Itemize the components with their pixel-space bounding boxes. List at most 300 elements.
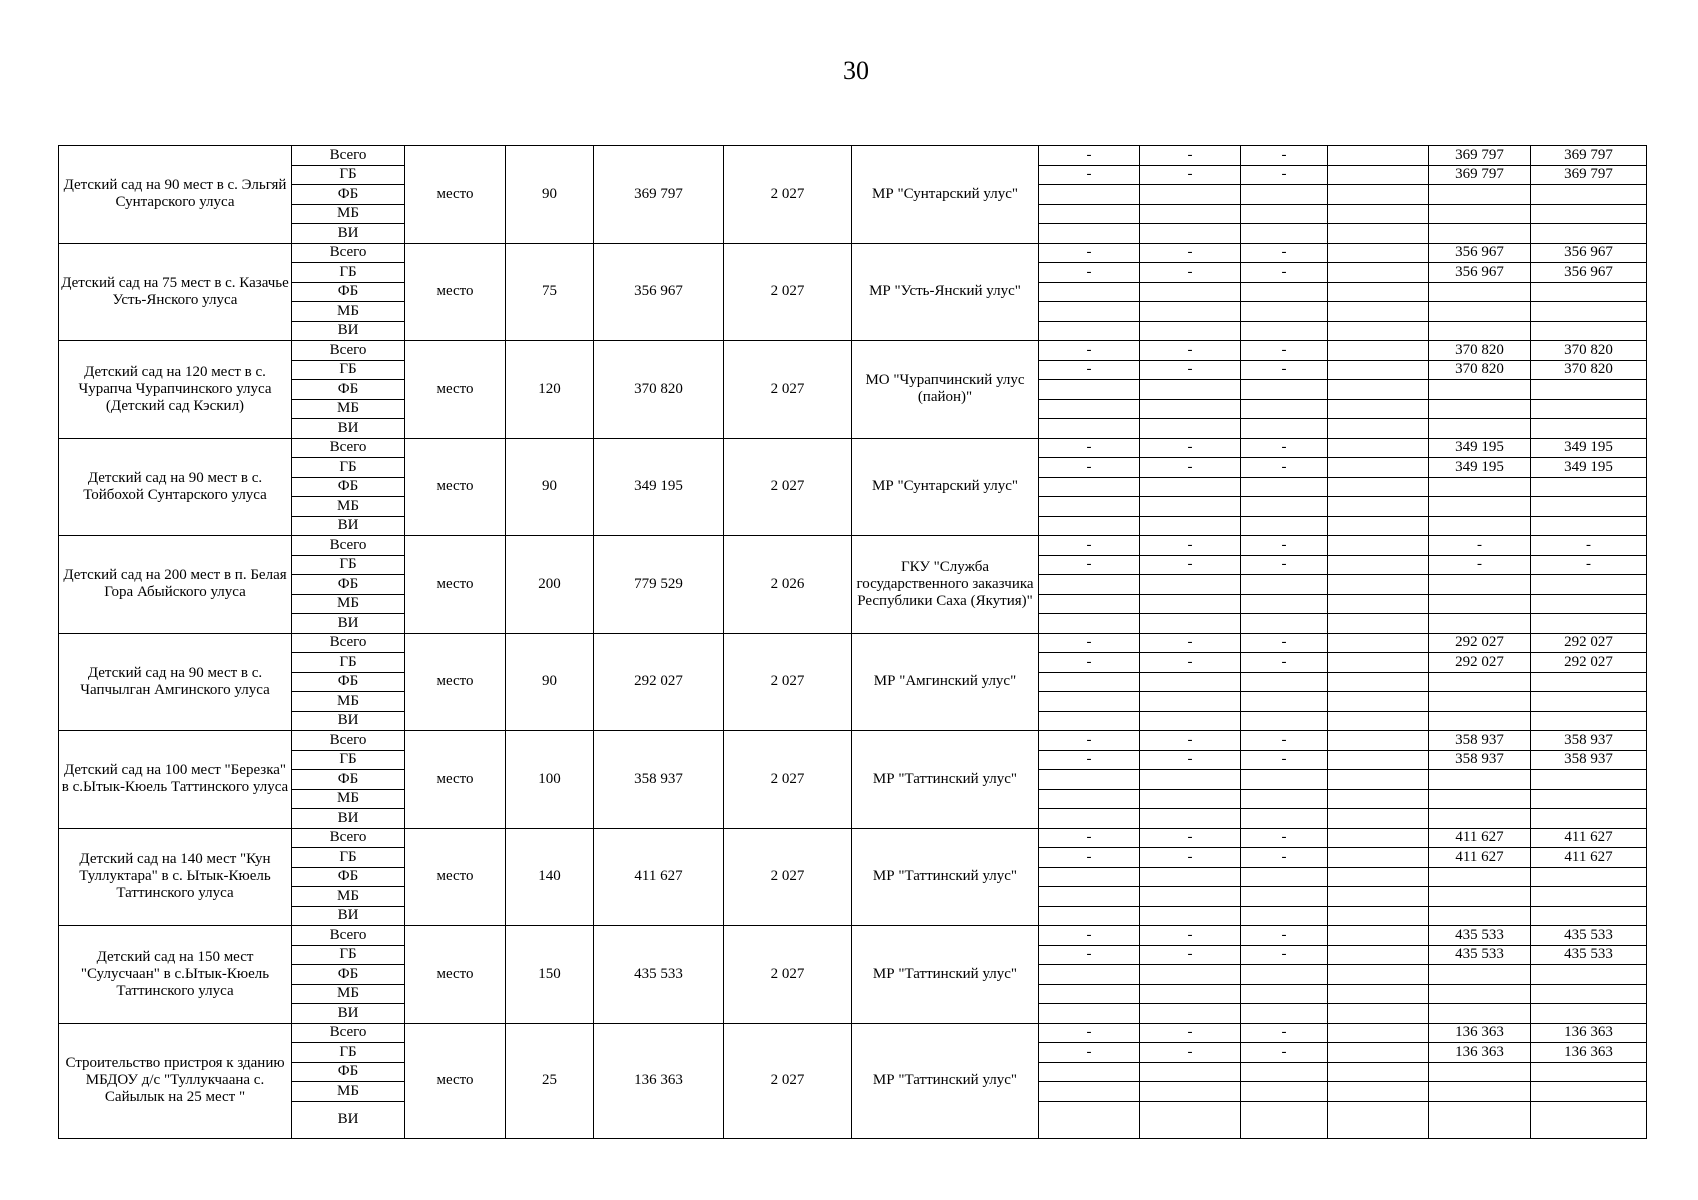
amount-cell: - bbox=[1140, 165, 1241, 185]
customer-cell: МР "Сунтарский улус" bbox=[852, 146, 1039, 244]
amount-cell bbox=[1531, 789, 1647, 809]
amount-cell bbox=[1429, 282, 1531, 302]
amount-cell: 435 533 bbox=[1531, 926, 1647, 946]
amount-cell: - bbox=[1241, 263, 1328, 283]
amount-cell: 136 363 bbox=[1429, 1023, 1531, 1043]
amount-cell: - bbox=[1140, 263, 1241, 283]
amount-cell: - bbox=[1140, 828, 1241, 848]
cost-cell: 349 195 bbox=[594, 438, 724, 536]
fund-source-cell: ВИ bbox=[292, 516, 405, 536]
amount-cell bbox=[1328, 204, 1429, 224]
amount-cell bbox=[1328, 614, 1429, 634]
amount-cell bbox=[1429, 321, 1531, 341]
amount-cell: - bbox=[1140, 633, 1241, 653]
amount-cell: - bbox=[1039, 165, 1140, 185]
amount-cell bbox=[1328, 1023, 1429, 1043]
unit-cell: место bbox=[405, 633, 506, 731]
amount-cell: - bbox=[1039, 360, 1140, 380]
amount-cell bbox=[1140, 770, 1241, 790]
amount-cell: 356 967 bbox=[1429, 263, 1531, 283]
fund-source-cell: ФБ bbox=[292, 282, 405, 302]
amount-cell: 370 820 bbox=[1531, 341, 1647, 361]
amount-cell bbox=[1328, 438, 1429, 458]
amount-cell bbox=[1241, 789, 1328, 809]
amount-cell bbox=[1039, 380, 1140, 400]
amount-cell bbox=[1531, 809, 1647, 829]
amount-cell bbox=[1140, 185, 1241, 205]
fund-source-cell: ГБ bbox=[292, 555, 405, 575]
customer-cell: МР "Таттинский улус" bbox=[852, 731, 1039, 829]
fund-source-cell: МБ bbox=[292, 789, 405, 809]
amount-cell bbox=[1429, 965, 1531, 985]
amount-cell: - bbox=[1241, 1023, 1328, 1043]
amount-cell bbox=[1328, 828, 1429, 848]
amount-cell bbox=[1328, 906, 1429, 926]
fund-source-cell: ФБ bbox=[292, 380, 405, 400]
amount-cell bbox=[1039, 321, 1140, 341]
amount-cell bbox=[1039, 302, 1140, 322]
capacity-cell: 120 bbox=[506, 341, 594, 439]
amount-cell bbox=[1241, 594, 1328, 614]
amount-cell: 292 027 bbox=[1429, 653, 1531, 673]
object-name-cell: Детский сад на 90 мест в с. Эльгяй Сунтарского улуса bbox=[59, 146, 292, 244]
amount-cell bbox=[1039, 1062, 1140, 1082]
amount-cell bbox=[1328, 770, 1429, 790]
amount-cell bbox=[1039, 594, 1140, 614]
amount-cell bbox=[1328, 750, 1429, 770]
capacity-cell: 25 bbox=[506, 1023, 594, 1138]
fund-source-cell: ГБ bbox=[292, 1043, 405, 1063]
amount-cell: - bbox=[1241, 926, 1328, 946]
customer-cell: МР "Таттинский улус" bbox=[852, 828, 1039, 926]
fund-source-cell: ВИ bbox=[292, 614, 405, 634]
amount-cell: 369 797 bbox=[1531, 146, 1647, 166]
fund-source-cell: ВИ bbox=[292, 224, 405, 244]
amount-cell bbox=[1328, 536, 1429, 556]
amount-cell bbox=[1241, 906, 1328, 926]
amount-cell bbox=[1531, 380, 1647, 400]
cost-cell: 369 797 bbox=[594, 146, 724, 244]
amount-cell bbox=[1241, 1082, 1328, 1102]
amount-cell bbox=[1328, 477, 1429, 497]
amount-cell: - bbox=[1039, 555, 1140, 575]
year-cell: 2 027 bbox=[724, 633, 852, 731]
amount-cell bbox=[1328, 731, 1429, 751]
amount-cell bbox=[1328, 594, 1429, 614]
amount-cell bbox=[1429, 575, 1531, 595]
year-cell: 2 027 bbox=[724, 146, 852, 244]
object-name-cell: Детский сад на 140 мест "Кун Туллуктара" в с. Ытык-Кюель Таттинского улуса bbox=[59, 828, 292, 926]
amount-cell: - bbox=[1140, 926, 1241, 946]
year-cell: 2 027 bbox=[724, 243, 852, 341]
amount-cell: - bbox=[1140, 536, 1241, 556]
amount-cell bbox=[1531, 204, 1647, 224]
fund-source-cell: Всего bbox=[292, 731, 405, 751]
amount-cell bbox=[1328, 926, 1429, 946]
fund-source-cell: ФБ bbox=[292, 575, 405, 595]
unit-cell: место bbox=[405, 926, 506, 1024]
amount-cell: - bbox=[1241, 243, 1328, 263]
amount-cell: 369 797 bbox=[1429, 146, 1531, 166]
amount-cell: 136 363 bbox=[1531, 1043, 1647, 1063]
amount-cell bbox=[1241, 1062, 1328, 1082]
fund-source-cell: МБ bbox=[292, 984, 405, 1004]
amount-cell bbox=[1140, 887, 1241, 907]
amount-cell bbox=[1241, 614, 1328, 634]
amount-cell bbox=[1241, 575, 1328, 595]
amount-cell: 358 937 bbox=[1429, 731, 1531, 751]
amount-cell bbox=[1328, 185, 1429, 205]
amount-cell bbox=[1039, 770, 1140, 790]
amount-cell bbox=[1039, 789, 1140, 809]
fund-source-cell: ВИ bbox=[292, 711, 405, 731]
fund-source-cell: МБ bbox=[292, 302, 405, 322]
amount-cell bbox=[1429, 477, 1531, 497]
amount-cell bbox=[1241, 497, 1328, 517]
amount-cell bbox=[1241, 984, 1328, 1004]
unit-cell: место bbox=[405, 341, 506, 439]
amount-cell bbox=[1328, 1043, 1429, 1063]
amount-cell bbox=[1140, 224, 1241, 244]
amount-cell: 370 820 bbox=[1531, 360, 1647, 380]
amount-cell bbox=[1039, 477, 1140, 497]
amount-cell: 349 195 bbox=[1429, 458, 1531, 478]
amount-cell bbox=[1429, 809, 1531, 829]
amount-cell bbox=[1531, 224, 1647, 244]
fund-source-cell: ФБ bbox=[292, 477, 405, 497]
year-cell: 2 027 bbox=[724, 1023, 852, 1138]
amount-cell bbox=[1531, 1101, 1647, 1138]
amount-cell bbox=[1328, 887, 1429, 907]
amount-cell: 136 363 bbox=[1429, 1043, 1531, 1063]
amount-cell bbox=[1328, 633, 1429, 653]
amount-cell: - bbox=[1241, 945, 1328, 965]
amount-cell bbox=[1241, 809, 1328, 829]
amount-cell bbox=[1429, 204, 1531, 224]
amount-cell bbox=[1039, 711, 1140, 731]
amount-cell bbox=[1328, 1101, 1429, 1138]
capacity-cell: 90 bbox=[506, 438, 594, 536]
amount-cell: - bbox=[1140, 458, 1241, 478]
table-row bbox=[59, 926, 1647, 946]
object-name-cell: Детский сад на 100 мест "Березка" в с.Ытык-Кюель Таттинского улуса bbox=[59, 731, 292, 829]
amount-cell bbox=[1241, 419, 1328, 439]
amount-cell: - bbox=[1140, 243, 1241, 263]
fund-source-cell: Всего bbox=[292, 243, 405, 263]
fund-source-cell: МБ bbox=[292, 594, 405, 614]
amount-cell bbox=[1039, 965, 1140, 985]
amount-cell: 358 937 bbox=[1531, 731, 1647, 751]
amount-cell: 358 937 bbox=[1531, 750, 1647, 770]
amount-cell: - bbox=[1241, 828, 1328, 848]
amount-cell bbox=[1328, 1004, 1429, 1024]
capacity-cell: 75 bbox=[506, 243, 594, 341]
amount-cell bbox=[1140, 867, 1241, 887]
amount-cell bbox=[1039, 204, 1140, 224]
cost-cell: 779 529 bbox=[594, 536, 724, 634]
page-number: 30 bbox=[843, 56, 869, 85]
amount-cell bbox=[1241, 380, 1328, 400]
amount-cell bbox=[1429, 1062, 1531, 1082]
amount-cell bbox=[1241, 887, 1328, 907]
amount-cell: - bbox=[1429, 536, 1531, 556]
fund-source-cell: ФБ bbox=[292, 185, 405, 205]
fund-source-cell: МБ bbox=[292, 692, 405, 712]
amount-cell bbox=[1039, 809, 1140, 829]
amount-cell: - bbox=[1039, 848, 1140, 868]
amount-cell: - bbox=[1039, 263, 1140, 283]
amount-cell bbox=[1531, 282, 1647, 302]
fund-source-cell: МБ bbox=[292, 204, 405, 224]
table-row bbox=[59, 146, 1647, 166]
fund-source-cell: ГБ bbox=[292, 945, 405, 965]
amount-cell: - bbox=[1241, 653, 1328, 673]
capacity-cell: 100 bbox=[506, 731, 594, 829]
amount-cell bbox=[1429, 380, 1531, 400]
amount-cell: 411 627 bbox=[1531, 828, 1647, 848]
amount-cell bbox=[1140, 711, 1241, 731]
amount-cell: 349 195 bbox=[1531, 458, 1647, 478]
table-row bbox=[59, 438, 1647, 458]
capacity-cell: 90 bbox=[506, 146, 594, 244]
amount-cell bbox=[1328, 692, 1429, 712]
customer-cell: МР "Сунтарский улус" bbox=[852, 438, 1039, 536]
table-row bbox=[59, 341, 1647, 361]
customer-cell: МР "Таттинский улус" bbox=[852, 1023, 1039, 1138]
amount-cell bbox=[1328, 867, 1429, 887]
amount-cell: - bbox=[1241, 536, 1328, 556]
amount-cell bbox=[1039, 497, 1140, 517]
amount-cell bbox=[1140, 575, 1241, 595]
unit-cell: место bbox=[405, 828, 506, 926]
amount-cell bbox=[1328, 165, 1429, 185]
amount-cell bbox=[1328, 380, 1429, 400]
amount-cell bbox=[1328, 809, 1429, 829]
amount-cell bbox=[1429, 984, 1531, 1004]
amount-cell bbox=[1531, 185, 1647, 205]
amount-cell bbox=[1140, 399, 1241, 419]
year-cell: 2 026 bbox=[724, 536, 852, 634]
fund-source-cell: Всего bbox=[292, 1023, 405, 1043]
unit-cell: место bbox=[405, 731, 506, 829]
amount-cell bbox=[1241, 965, 1328, 985]
fund-source-cell: ГБ bbox=[292, 750, 405, 770]
cost-cell: 356 967 bbox=[594, 243, 724, 341]
amount-cell: 292 027 bbox=[1531, 653, 1647, 673]
fund-source-cell: ФБ bbox=[292, 672, 405, 692]
customer-cell: МР "Амгинский улус" bbox=[852, 633, 1039, 731]
amount-cell bbox=[1429, 224, 1531, 244]
amount-cell bbox=[1140, 204, 1241, 224]
amount-cell bbox=[1328, 302, 1429, 322]
amount-cell bbox=[1039, 1004, 1140, 1024]
amount-cell: - bbox=[1140, 1023, 1241, 1043]
table-row bbox=[59, 536, 1647, 556]
amount-cell bbox=[1429, 185, 1531, 205]
amount-cell bbox=[1328, 419, 1429, 439]
fund-source-cell: ВИ bbox=[292, 1004, 405, 1024]
amount-cell bbox=[1531, 984, 1647, 1004]
amount-cell bbox=[1140, 497, 1241, 517]
amount-cell bbox=[1531, 887, 1647, 907]
amount-cell: - bbox=[1039, 828, 1140, 848]
fund-source-cell: ФБ bbox=[292, 770, 405, 790]
fund-source-cell: ФБ bbox=[292, 867, 405, 887]
year-cell: 2 027 bbox=[724, 341, 852, 439]
fund-source-cell: МБ bbox=[292, 1082, 405, 1102]
amount-cell bbox=[1531, 419, 1647, 439]
amount-cell bbox=[1429, 614, 1531, 634]
amount-cell bbox=[1531, 575, 1647, 595]
amount-cell bbox=[1039, 614, 1140, 634]
amount-cell bbox=[1241, 711, 1328, 731]
fund-source-cell: Всего bbox=[292, 926, 405, 946]
amount-cell bbox=[1140, 321, 1241, 341]
amount-cell bbox=[1328, 789, 1429, 809]
amount-cell bbox=[1039, 399, 1140, 419]
fund-source-cell: ФБ bbox=[292, 965, 405, 985]
amount-cell bbox=[1429, 867, 1531, 887]
amount-cell bbox=[1241, 204, 1328, 224]
fund-source-cell: Всего bbox=[292, 536, 405, 556]
amount-cell: - bbox=[1039, 243, 1140, 263]
amount-cell: 292 027 bbox=[1531, 633, 1647, 653]
fund-source-cell: ГБ bbox=[292, 458, 405, 478]
unit-cell: место bbox=[405, 1023, 506, 1138]
amount-cell: 411 627 bbox=[1531, 848, 1647, 868]
amount-cell bbox=[1140, 477, 1241, 497]
unit-cell: место bbox=[405, 243, 506, 341]
fund-source-cell: ВИ bbox=[292, 321, 405, 341]
amount-cell bbox=[1429, 770, 1531, 790]
amount-cell bbox=[1429, 399, 1531, 419]
customer-cell: МО "Чурапчинский улус (пайон)" bbox=[852, 341, 1039, 439]
amount-cell bbox=[1241, 399, 1328, 419]
amount-cell bbox=[1531, 477, 1647, 497]
amount-cell bbox=[1039, 692, 1140, 712]
amount-cell: - bbox=[1039, 633, 1140, 653]
amount-cell: - bbox=[1039, 653, 1140, 673]
amount-cell: - bbox=[1140, 1043, 1241, 1063]
amount-cell bbox=[1328, 711, 1429, 731]
amount-cell: - bbox=[1241, 458, 1328, 478]
amount-cell bbox=[1531, 399, 1647, 419]
amount-cell bbox=[1039, 1082, 1140, 1102]
amount-cell bbox=[1140, 516, 1241, 536]
unit-cell: место bbox=[405, 536, 506, 634]
amount-cell: - bbox=[1039, 146, 1140, 166]
amount-cell bbox=[1531, 516, 1647, 536]
object-name-cell: Детский сад на 90 мест в с. Чапчылган Амгинского улуса bbox=[59, 633, 292, 731]
amount-cell bbox=[1140, 809, 1241, 829]
amount-cell: 411 627 bbox=[1429, 848, 1531, 868]
amount-cell bbox=[1429, 1101, 1531, 1138]
amount-cell bbox=[1140, 282, 1241, 302]
customer-cell: МР "Таттинский улус" bbox=[852, 926, 1039, 1024]
amount-cell bbox=[1531, 302, 1647, 322]
amount-cell: - bbox=[1140, 750, 1241, 770]
amount-cell bbox=[1039, 419, 1140, 439]
amount-cell bbox=[1328, 945, 1429, 965]
amount-cell bbox=[1328, 243, 1429, 263]
amount-cell: - bbox=[1140, 341, 1241, 361]
amount-cell bbox=[1039, 984, 1140, 1004]
amount-cell bbox=[1429, 711, 1531, 731]
amount-cell: - bbox=[1531, 555, 1647, 575]
fund-source-cell: ВИ bbox=[292, 906, 405, 926]
fund-source-cell: ГБ bbox=[292, 165, 405, 185]
object-name-cell: Детский сад на 150 мест "Сулусчаан" в с.Ытык-Кюель Таттинского улуса bbox=[59, 926, 292, 1024]
capacity-cell: 140 bbox=[506, 828, 594, 926]
table-row bbox=[59, 731, 1647, 751]
fund-source-cell: ВИ bbox=[292, 419, 405, 439]
amount-cell bbox=[1328, 965, 1429, 985]
amount-cell bbox=[1429, 692, 1531, 712]
amount-cell bbox=[1531, 965, 1647, 985]
object-name-cell: Детский сад на 75 мест в с. Казачье Усть-Янского улуса bbox=[59, 243, 292, 341]
amount-cell bbox=[1241, 224, 1328, 244]
amount-cell bbox=[1140, 984, 1241, 1004]
fund-source-cell: Всего bbox=[292, 828, 405, 848]
amount-cell bbox=[1429, 906, 1531, 926]
amount-cell: - bbox=[1140, 848, 1241, 868]
amount-cell bbox=[1531, 867, 1647, 887]
amount-cell: - bbox=[1140, 653, 1241, 673]
amount-cell: - bbox=[1039, 536, 1140, 556]
fund-source-cell: ГБ bbox=[292, 653, 405, 673]
amount-cell bbox=[1241, 477, 1328, 497]
amount-cell: 356 967 bbox=[1531, 263, 1647, 283]
amount-cell bbox=[1039, 672, 1140, 692]
amount-cell bbox=[1328, 146, 1429, 166]
amount-cell: - bbox=[1241, 165, 1328, 185]
amount-cell bbox=[1429, 497, 1531, 517]
amount-cell bbox=[1531, 594, 1647, 614]
fund-source-cell: Всего bbox=[292, 633, 405, 653]
amount-cell: - bbox=[1531, 536, 1647, 556]
fund-source-cell: Всего bbox=[292, 341, 405, 361]
amount-cell bbox=[1140, 380, 1241, 400]
fund-source-cell: МБ bbox=[292, 497, 405, 517]
amount-cell: 349 195 bbox=[1531, 438, 1647, 458]
year-cell: 2 027 bbox=[724, 731, 852, 829]
cost-cell: 411 627 bbox=[594, 828, 724, 926]
year-cell: 2 027 bbox=[724, 828, 852, 926]
amount-cell: 356 967 bbox=[1531, 243, 1647, 263]
amount-cell bbox=[1241, 770, 1328, 790]
object-name-cell: Детский сад на 120 мест в с. Чурапча Чурапчинского улуса (Детский сад Кэскил) bbox=[59, 341, 292, 439]
amount-cell bbox=[1140, 1062, 1241, 1082]
amount-cell: 370 820 bbox=[1429, 360, 1531, 380]
amount-cell bbox=[1328, 341, 1429, 361]
amount-cell bbox=[1140, 692, 1241, 712]
amount-cell bbox=[1241, 185, 1328, 205]
amount-cell bbox=[1328, 555, 1429, 575]
amount-cell bbox=[1328, 653, 1429, 673]
fund-source-cell: Всего bbox=[292, 438, 405, 458]
amount-cell bbox=[1039, 224, 1140, 244]
amount-cell bbox=[1328, 672, 1429, 692]
amount-cell: - bbox=[1140, 555, 1241, 575]
amount-cell bbox=[1328, 497, 1429, 517]
investment-table bbox=[58, 145, 1647, 1139]
amount-cell: - bbox=[1140, 438, 1241, 458]
cost-cell: 358 937 bbox=[594, 731, 724, 829]
amount-cell: - bbox=[1039, 1023, 1140, 1043]
amount-cell: - bbox=[1039, 458, 1140, 478]
amount-cell bbox=[1328, 282, 1429, 302]
customer-cell: МР "Усть-Янский улус" bbox=[852, 243, 1039, 341]
